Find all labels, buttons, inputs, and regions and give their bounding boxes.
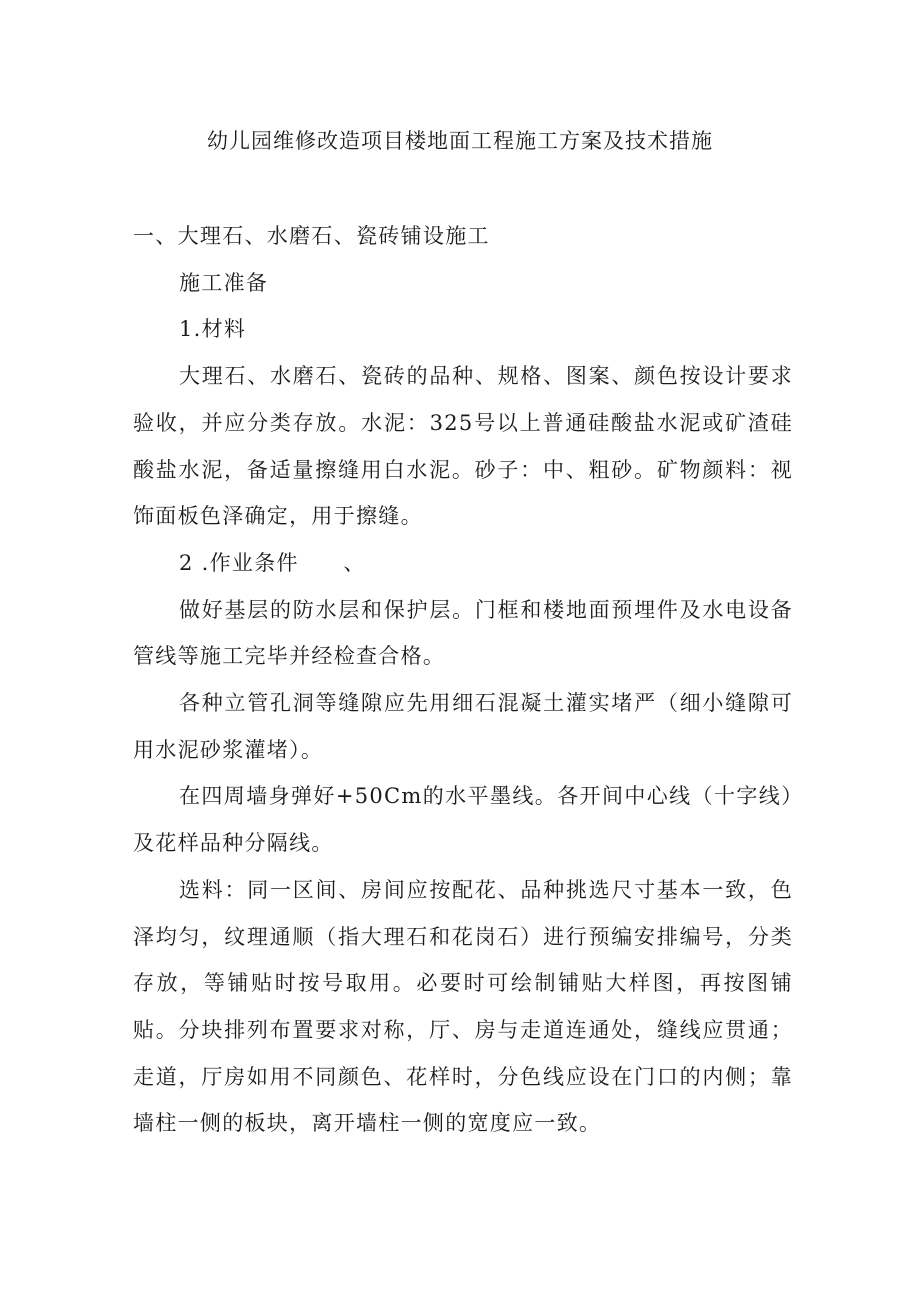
- subsection-heading: 施工准备: [179, 270, 269, 295]
- paragraph-level-line: 在四周墙身弹好+50Cm的水平墨线。各开间中心线（十字线）及花样品种分隔线。: [133, 784, 793, 856]
- item-heading-conditions: 2 .作业条件 、: [179, 550, 366, 575]
- paragraph-pipe-holes: 各种立管孔洞等缝隙应先用细石混凝土灌实堵严（细小缝隙可用水泥砂浆灌堵）。: [133, 691, 793, 762]
- paragraph-base-layer: 做好基层的防水层和保护层。门框和楼地面预埋件及水电设备管线等施工完毕并经检查合格。: [133, 597, 793, 669]
- document-title: 幼儿园维修改造项目楼地面工程施工方案及技术措施: [207, 129, 713, 153]
- paragraph-materials: 大理石、水磨石、瓷砖的品种、规格、图案、颜色按设计要求验收，并应分类存放。水泥：325号以上普通硅酸盐水泥或矿渣硅酸盐水泥，备适量擦缝用白水泥。砂子：中、粗砂。矿物颜料：视饰面板色泽确定，用于擦缝。: [133, 364, 793, 529]
- section-heading: 一、大理石、水磨石、瓷砖铺设施工: [133, 224, 490, 248]
- paragraph-material-selection: 选料：同一区间、房间应按配花、品种挑选尺寸基本一致，色泽均匀，纹理通顺（指大理石和花岗石）进行预编安排编号，分类存放，等铺贴时按号取用。必要时可绘制铺贴大样图，再按图铺贴。分块排列布置要求对称，厅、房与走道连通处，缝线应贯通；走道，厅房如用不同颜色、花样时，分色线应设在门口的内侧；靠墙柱一侧的板块，离开墙柱一侧的宽度应一致。: [133, 877, 793, 1136]
- item-heading-materials: 1.材料: [179, 317, 247, 342]
- document-body: [133, 213, 793, 1147]
